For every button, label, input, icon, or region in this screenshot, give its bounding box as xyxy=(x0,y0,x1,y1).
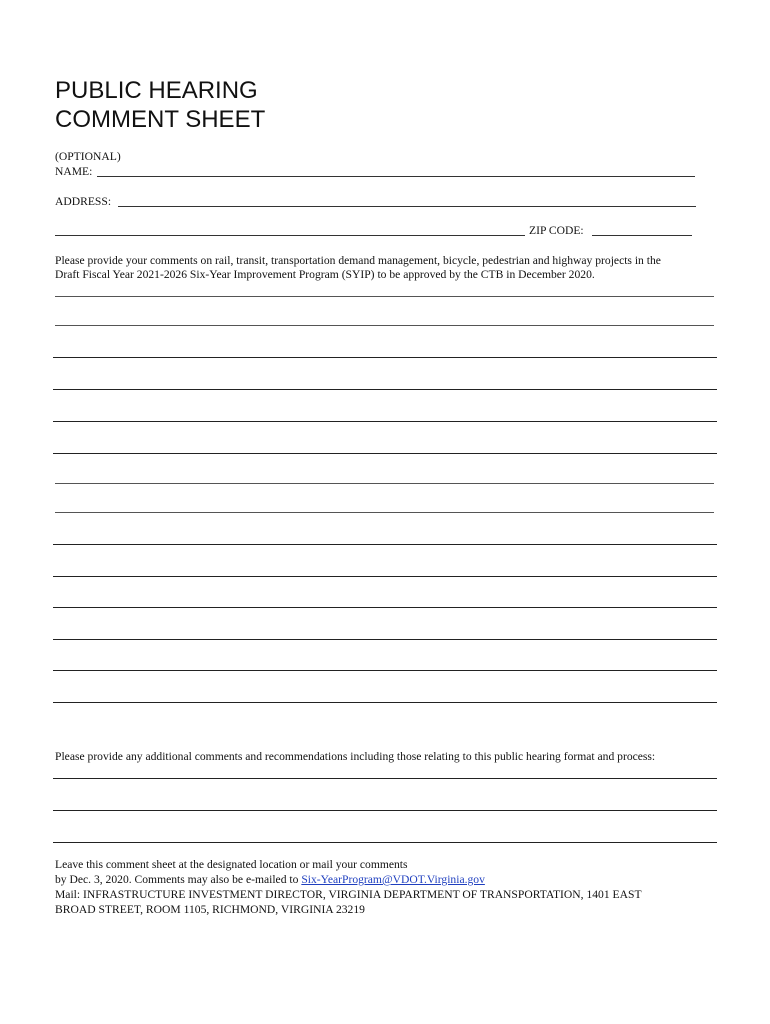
comment-line[interactable] xyxy=(53,576,717,577)
comment-line[interactable] xyxy=(53,389,717,390)
comment-line[interactable] xyxy=(53,607,717,608)
zip-code-field[interactable] xyxy=(592,235,692,236)
mailing-address-line-1: Mail: INFRASTRUCTURE INVESTMENT DIRECTOR, VIRGINIA DEPARTMENT OF TRANSPORTATION, 1401 EAST xyxy=(55,888,642,901)
comment-line[interactable] xyxy=(55,483,714,484)
title-line-2: COMMENT SHEET xyxy=(55,106,266,133)
comment-line[interactable] xyxy=(55,512,714,513)
comment-line[interactable] xyxy=(55,325,714,326)
name-label: NAME: xyxy=(55,165,93,178)
email-link[interactable]: Six-YearProgram@VDOT.Virginia.gov xyxy=(301,873,485,886)
comment-line[interactable] xyxy=(53,670,717,671)
name-field[interactable] xyxy=(97,176,695,177)
comment-line[interactable] xyxy=(53,702,717,703)
zip-code-label: ZIP CODE: xyxy=(529,224,584,237)
comment-line[interactable] xyxy=(55,296,714,297)
comment-line[interactable] xyxy=(53,357,717,358)
additional-comment-line[interactable] xyxy=(53,778,717,779)
comment-line[interactable] xyxy=(53,639,717,640)
additional-comment-line[interactable] xyxy=(53,842,717,843)
comment-line[interactable] xyxy=(53,421,717,422)
comment-line[interactable] xyxy=(53,453,717,454)
optional-label: (OPTIONAL) xyxy=(55,150,121,163)
comments-prompt-line-2: Draft Fiscal Year 2021-2026 Six-Year Improvement Program (SYIP) to be approved by the CTB in December 2020. xyxy=(55,268,595,281)
footer-email-prefix: by Dec. 3, 2020. Comments may also be e-mailed to xyxy=(55,873,302,886)
footer-instructions-line-1: Leave this comment sheet at the designated location or mail your comments xyxy=(55,858,408,871)
comments-prompt-line-1: Please provide your comments on rail, transit, transportation demand management, bicycle, pedestrian and highway projects in the xyxy=(55,254,661,267)
footer-instructions-line-2 xyxy=(55,873,485,887)
title-line-1: PUBLIC HEARING xyxy=(55,77,258,104)
page-title xyxy=(55,76,265,134)
address-field[interactable] xyxy=(118,206,696,207)
additional-comments-prompt: Please provide any additional comments and recommendations including those relating to this public hearing format and process: xyxy=(55,750,656,763)
address-line-2-field[interactable] xyxy=(55,235,525,236)
additional-comment-line[interactable] xyxy=(53,810,717,811)
mailing-address-line-2: BROAD STREET, ROOM 1105, RICHMOND, VIRGINIA 23219 xyxy=(55,903,365,916)
address-label: ADDRESS: xyxy=(55,195,112,208)
comment-line[interactable] xyxy=(53,544,717,545)
